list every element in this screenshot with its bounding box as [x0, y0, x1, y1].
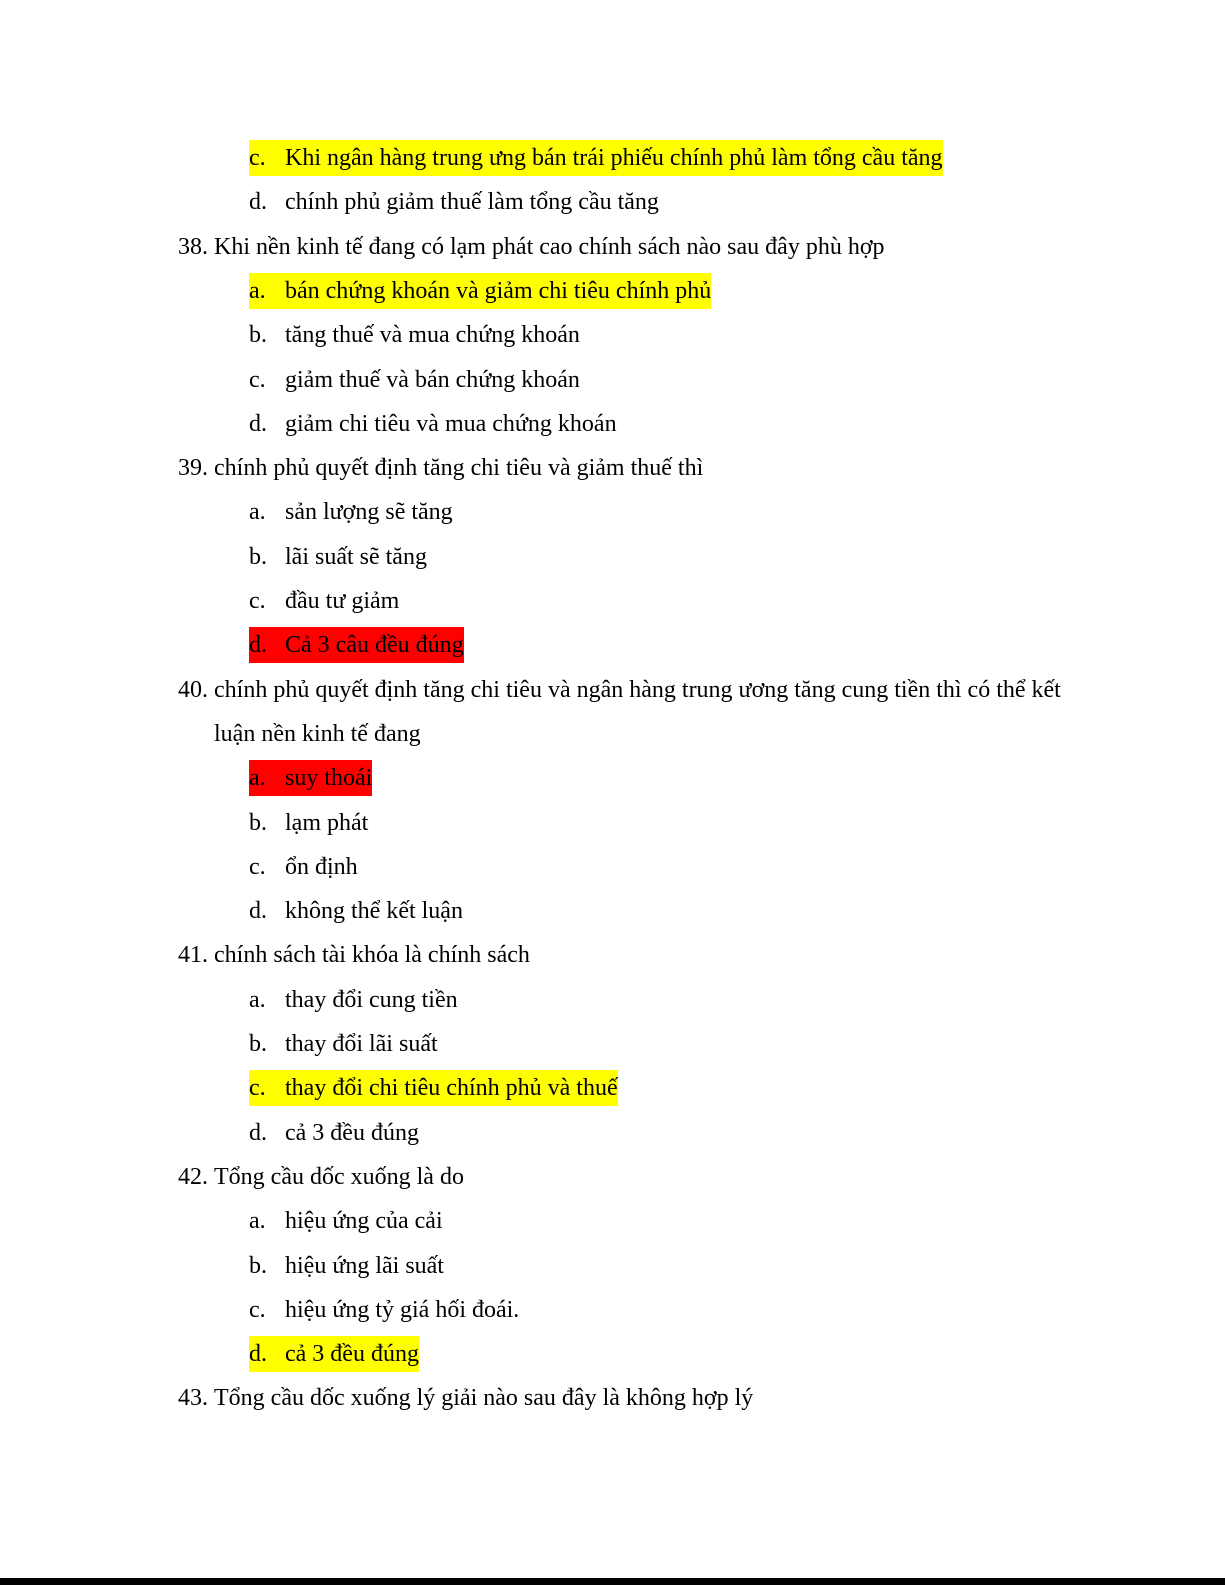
- answer-option: [0, 1332, 1225, 1376]
- option-letter: b.: [249, 543, 267, 570]
- highlighted-option-content: [249, 140, 943, 176]
- option-content: [249, 805, 368, 841]
- option-text: sản lượng sẽ tăng: [285, 499, 453, 526]
- question-line: [0, 1155, 1225, 1199]
- answer-option: [0, 1111, 1225, 1155]
- highlighted-option-content: [249, 627, 464, 663]
- option-letter: a.: [249, 277, 266, 304]
- option-letter: b.: [249, 1252, 267, 1279]
- answer-option: [0, 801, 1225, 845]
- option-letter: d.: [249, 410, 267, 437]
- option-letter: c.: [249, 366, 266, 393]
- option-text: hiệu ứng của cải: [285, 1208, 443, 1235]
- page-bottom-divider: [0, 1578, 1225, 1585]
- option-letter: d.: [249, 1119, 267, 1146]
- answer-option: [0, 579, 1225, 623]
- option-text: hiệu ứng lãi suất: [285, 1252, 444, 1279]
- option-text: cả 3 đều đúng: [285, 1341, 419, 1368]
- answer-option: [0, 313, 1225, 357]
- option-letter: a.: [249, 765, 266, 792]
- option-content: [249, 893, 463, 929]
- answer-option: [0, 1244, 1225, 1288]
- answer-option: [0, 402, 1225, 446]
- answer-option: [0, 1066, 1225, 1110]
- question-number: 39.: [178, 455, 208, 482]
- answer-option: [0, 978, 1225, 1022]
- option-text: Cả 3 câu đều đúng: [285, 632, 464, 659]
- option-text: hiệu ứng tỷ giá hối đoái.: [285, 1296, 520, 1323]
- question-continuation-line: [0, 712, 1225, 756]
- option-content: [249, 184, 659, 220]
- option-letter: c.: [249, 1296, 266, 1323]
- option-text: tăng thuế và mua chứng khoán: [285, 322, 580, 349]
- question-text: chính sách tài khóa là chính sách: [214, 942, 530, 969]
- answer-option: [0, 1288, 1225, 1332]
- answer-option: [0, 623, 1225, 667]
- answer-option: [0, 269, 1225, 313]
- option-content: [249, 1248, 444, 1284]
- answer-option: [0, 845, 1225, 889]
- answer-option: [0, 358, 1225, 402]
- option-text: thay đổi chi tiêu chính phủ và thuế: [285, 1075, 618, 1102]
- option-content: [249, 539, 427, 575]
- highlighted-option-content: [249, 1336, 419, 1372]
- option-letter: b.: [249, 1031, 267, 1057]
- option-content: [249, 1292, 519, 1328]
- question-number: 40.: [178, 676, 208, 703]
- option-content: [249, 362, 580, 398]
- option-letter: c.: [249, 1075, 266, 1102]
- option-text: ổn định: [285, 853, 358, 880]
- option-letter: c.: [249, 853, 266, 880]
- option-letter: c.: [249, 145, 266, 171]
- option-content: [249, 1026, 438, 1062]
- option-text: thay đổi lãi suất: [285, 1031, 438, 1057]
- question-number: 43.: [178, 1385, 208, 1412]
- answer-option: [0, 1199, 1225, 1243]
- option-text: giảm chi tiêu và mua chứng khoán: [285, 410, 617, 437]
- question-text: Tổng cầu dốc xuống lý giải nào sau đây là không hợp lý: [214, 1385, 754, 1412]
- option-text: lạm phát: [285, 809, 369, 836]
- option-text: suy thoái: [285, 765, 373, 792]
- option-text: thay đổi cung tiền: [285, 986, 458, 1013]
- question-number: 38.: [178, 233, 208, 260]
- option-letter: a.: [249, 1208, 266, 1235]
- option-content: [249, 849, 358, 885]
- option-content: [249, 494, 453, 530]
- answer-option: [0, 180, 1225, 224]
- option-text: giảm thuế và bán chứng khoán: [285, 366, 580, 393]
- question-text-continued: luận nền kinh tế đang: [214, 720, 421, 747]
- option-letter: c.: [249, 588, 266, 614]
- option-text: Khi ngân hàng trung ưng bán trái phiếu chính phủ làm tổng cầu tăng: [285, 145, 943, 171]
- option-letter: d.: [249, 898, 267, 925]
- option-content: [249, 1203, 443, 1239]
- question-number: 41.: [178, 942, 208, 969]
- answer-option: [0, 535, 1225, 579]
- highlighted-option-content: [249, 760, 372, 796]
- option-letter: a.: [249, 986, 266, 1013]
- question-line: [0, 668, 1225, 712]
- option-content: [249, 583, 399, 619]
- answer-option: [0, 136, 1225, 180]
- question-line: [0, 446, 1225, 490]
- question-line: [0, 225, 1225, 269]
- question-line: [0, 1376, 1225, 1420]
- highlighted-option-content: [249, 273, 711, 309]
- option-text: không thể kết luận: [285, 898, 463, 925]
- highlighted-option-content: [249, 1070, 618, 1106]
- option-content: [249, 406, 617, 442]
- option-content: [249, 982, 458, 1018]
- option-letter: d.: [249, 1341, 267, 1368]
- question-text: chính phủ quyết định tăng chi tiêu và ngân hàng trung ương tăng cung tiền thì có thể kết: [214, 676, 1061, 703]
- option-letter: d.: [249, 632, 267, 659]
- option-text: lãi suất sẽ tăng: [285, 543, 427, 570]
- option-text: chính phủ giảm thuế làm tổng cầu tăng: [285, 189, 659, 216]
- option-letter: b.: [249, 322, 267, 349]
- option-letter: a.: [249, 499, 266, 526]
- option-content: [249, 1115, 419, 1151]
- question-text: Khi nền kinh tế đang có lạm phát cao chính sách nào sau đây phù hợp: [214, 233, 885, 260]
- question-text: chính phủ quyết định tăng chi tiêu và giảm thuế thì: [214, 455, 704, 482]
- answer-option: [0, 1022, 1225, 1066]
- answer-option: [0, 889, 1225, 933]
- answer-option: [0, 490, 1225, 534]
- option-text: bán chứng khoán và giảm chi tiêu chính phủ: [285, 277, 712, 304]
- option-text: đầu tư giảm: [285, 588, 400, 614]
- question-text: Tổng cầu dốc xuống là do: [214, 1163, 464, 1190]
- option-content: [249, 317, 580, 353]
- option-text: cả 3 đều đúng: [285, 1119, 419, 1146]
- question-line: [0, 933, 1225, 977]
- question-number: 42.: [178, 1163, 208, 1190]
- option-letter: d.: [249, 189, 267, 216]
- answer-option: [0, 756, 1225, 800]
- option-letter: b.: [249, 809, 267, 836]
